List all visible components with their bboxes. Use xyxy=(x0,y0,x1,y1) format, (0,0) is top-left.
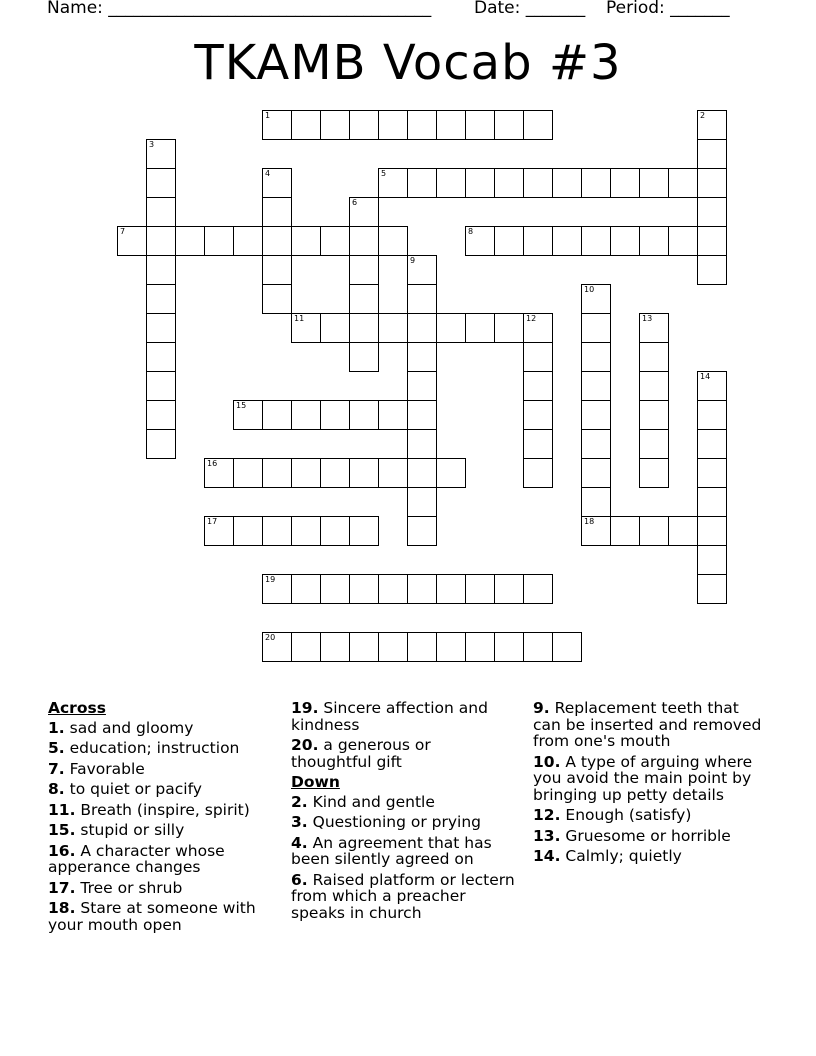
across-heading: Across xyxy=(48,699,106,717)
grid-cell[interactable] xyxy=(349,226,379,256)
grid-cell[interactable] xyxy=(378,313,408,343)
grid-cell[interactable] xyxy=(610,168,640,198)
grid-cell[interactable] xyxy=(523,313,553,343)
clue-across-8: 8. to quiet or pacify xyxy=(48,780,202,798)
clue-number: 17 xyxy=(207,517,218,526)
grid-cell[interactable] xyxy=(697,110,727,140)
grid-cell[interactable] xyxy=(407,371,437,401)
grid-cell[interactable] xyxy=(262,284,292,314)
grid-cell[interactable] xyxy=(349,284,379,314)
grid-cell[interactable] xyxy=(262,516,292,546)
grid-cell[interactable] xyxy=(436,110,466,140)
grid-cell[interactable] xyxy=(320,574,350,604)
grid-cell[interactable] xyxy=(204,226,234,256)
grid-cell[interactable] xyxy=(668,226,698,256)
grid-cell[interactable] xyxy=(262,255,292,285)
grid-cell[interactable] xyxy=(262,400,292,430)
grid-cell[interactable] xyxy=(697,197,727,227)
grid-cell[interactable] xyxy=(320,226,350,256)
grid-cell[interactable] xyxy=(407,110,437,140)
grid-cell[interactable] xyxy=(233,458,263,488)
grid-cell[interactable] xyxy=(523,371,553,401)
period-field[interactable]: Period: _______ xyxy=(606,0,730,18)
grid-cell[interactable] xyxy=(291,574,321,604)
clue-number: 15 xyxy=(236,401,247,410)
grid-cell[interactable] xyxy=(697,429,727,459)
clue-number: 2 xyxy=(700,111,706,120)
grid-cell[interactable] xyxy=(349,313,379,343)
clue-across-1: 1. sad and gloomy xyxy=(48,718,194,737)
grid-cell[interactable] xyxy=(146,139,176,169)
grid-cell[interactable] xyxy=(581,458,611,488)
grid-cell[interactable] xyxy=(320,313,350,343)
grid-cell[interactable] xyxy=(581,342,611,372)
grid-cell[interactable] xyxy=(117,226,147,256)
grid-cell[interactable] xyxy=(378,400,408,430)
page-title: TKAMB Vocab #3 xyxy=(194,35,622,91)
clue-across-20: 20. a generous or thoughtful gift xyxy=(291,736,431,771)
grid-cell[interactable] xyxy=(436,632,466,662)
grid-cell[interactable] xyxy=(552,226,582,256)
grid-cell[interactable] xyxy=(291,400,321,430)
grid-cell[interactable] xyxy=(610,516,640,546)
grid-cell[interactable] xyxy=(697,574,727,604)
grid-cell[interactable] xyxy=(494,168,524,198)
grid-cell[interactable] xyxy=(552,168,582,198)
grid-cell[interactable] xyxy=(349,110,379,140)
grid-cell[interactable] xyxy=(291,313,321,343)
clue-number: 4 xyxy=(265,169,271,178)
grid-cell[interactable] xyxy=(262,168,292,198)
grid-cell[interactable] xyxy=(378,168,408,198)
grid-cell[interactable] xyxy=(378,226,408,256)
grid-cell[interactable] xyxy=(436,574,466,604)
grid-cell[interactable] xyxy=(262,458,292,488)
clue-number: 5 xyxy=(381,169,387,178)
grid-cell[interactable] xyxy=(262,226,292,256)
grid-cell[interactable] xyxy=(146,197,176,227)
clue-across-19: 19. Sincere affection and kindness xyxy=(291,699,488,734)
grid-cell[interactable] xyxy=(436,458,466,488)
grid-cell[interactable] xyxy=(146,226,176,256)
grid-cell[interactable] xyxy=(349,342,379,372)
grid-cell[interactable] xyxy=(407,574,437,604)
clue-across-17: 17. Tree or shrub xyxy=(48,878,183,897)
grid-cell[interactable] xyxy=(523,429,553,459)
clue-column-3 xyxy=(533,700,763,869)
clue-down-13: 13. Gruesome or horrible xyxy=(533,826,731,845)
grid-cell[interactable] xyxy=(146,371,176,401)
grid-cell[interactable] xyxy=(146,400,176,430)
grid-cell[interactable] xyxy=(697,545,727,575)
grid-cell[interactable] xyxy=(291,516,321,546)
grid-cell[interactable] xyxy=(407,168,437,198)
down-heading: Down xyxy=(291,773,340,791)
grid-cell[interactable] xyxy=(349,632,379,662)
clue-number: 10 xyxy=(584,285,595,294)
grid-cell[interactable] xyxy=(378,574,408,604)
grid-cell[interactable] xyxy=(320,400,350,430)
grid-cell[interactable] xyxy=(407,313,437,343)
grid-cell[interactable] xyxy=(146,342,176,372)
grid-cell[interactable] xyxy=(639,168,669,198)
grid-cell[interactable] xyxy=(639,371,669,401)
grid-cell[interactable] xyxy=(494,110,524,140)
grid-cell[interactable] xyxy=(581,516,611,546)
grid-cell[interactable] xyxy=(581,284,611,314)
clue-across-5: 5. education; instruction xyxy=(48,739,240,757)
grid-cell[interactable] xyxy=(262,574,292,604)
clue-number: 3 xyxy=(149,140,155,149)
grid-cell[interactable] xyxy=(407,284,437,314)
clue-down-14: 14. Calmly; quietly xyxy=(533,847,682,865)
clue-across-11: 11. Breath (inspire, spirit) xyxy=(48,800,250,819)
grid-cell[interactable] xyxy=(436,313,466,343)
grid-cell[interactable] xyxy=(581,313,611,343)
grid-cell[interactable] xyxy=(697,400,727,430)
clue-number: 8 xyxy=(468,227,474,236)
grid-cell[interactable] xyxy=(349,400,379,430)
grid-cell[interactable] xyxy=(291,226,321,256)
grid-cell[interactable] xyxy=(552,632,582,662)
grid-cell[interactable] xyxy=(407,342,437,372)
grid-cell[interactable] xyxy=(378,110,408,140)
grid-cell[interactable] xyxy=(581,400,611,430)
grid-cell[interactable] xyxy=(291,458,321,488)
clue-across-7: 7. Favorable xyxy=(48,759,145,778)
grid-cell[interactable] xyxy=(668,516,698,546)
grid-cell[interactable] xyxy=(581,429,611,459)
grid-cell[interactable] xyxy=(320,110,350,140)
grid-cell[interactable] xyxy=(407,429,437,459)
grid-cell[interactable] xyxy=(523,400,553,430)
clue-down-2: 2. Kind and gentle xyxy=(291,792,435,811)
grid-cell[interactable] xyxy=(523,632,553,662)
grid-cell[interactable] xyxy=(233,516,263,546)
clue-number: 16 xyxy=(207,459,218,468)
grid-cell[interactable] xyxy=(233,400,263,430)
grid-cell[interactable] xyxy=(146,168,176,198)
clue-down-9: 9. Replacement teeth that can be inserted and removed from one's mouth xyxy=(533,699,762,750)
grid-cell[interactable] xyxy=(581,226,611,256)
grid-cell[interactable] xyxy=(349,574,379,604)
grid-cell[interactable] xyxy=(465,574,495,604)
grid-cell[interactable] xyxy=(465,632,495,662)
grid-cell[interactable] xyxy=(262,632,292,662)
grid-cell[interactable] xyxy=(291,632,321,662)
grid-cell[interactable] xyxy=(697,168,727,198)
grid-cell[interactable] xyxy=(204,458,234,488)
clue-across-18: 18. Stare at someone with your mouth open xyxy=(48,899,256,934)
grid-cell[interactable] xyxy=(697,371,727,401)
grid-cell[interactable] xyxy=(436,168,466,198)
clue-column-1 xyxy=(48,700,278,937)
grid-cell[interactable] xyxy=(407,632,437,662)
grid-cell[interactable] xyxy=(146,284,176,314)
grid-cell[interactable] xyxy=(146,429,176,459)
clue-down-6: 6. Raised platform or lectern from which a preacher speaks in church xyxy=(291,870,515,922)
grid-cell[interactable] xyxy=(262,110,292,140)
clue-down-4: 4. An agreement that has been silently agreed on xyxy=(291,833,492,868)
clue-number: 7 xyxy=(120,227,126,236)
grid-cell[interactable] xyxy=(465,110,495,140)
date-field[interactable]: Date: _______ xyxy=(474,0,586,18)
grid-cell[interactable] xyxy=(407,458,437,488)
grid-cell[interactable] xyxy=(581,371,611,401)
grid-cell[interactable] xyxy=(610,226,640,256)
grid-cell[interactable] xyxy=(494,632,524,662)
grid-cell[interactable] xyxy=(465,168,495,198)
grid-cell[interactable] xyxy=(465,313,495,343)
clue-across-15: 15. stupid or silly xyxy=(48,821,185,839)
clue-column-2 xyxy=(291,700,516,925)
grid-cell[interactable] xyxy=(233,226,263,256)
grid-cell[interactable] xyxy=(320,458,350,488)
grid-cell[interactable] xyxy=(581,168,611,198)
clue-number: 18 xyxy=(584,517,595,526)
grid-cell[interactable] xyxy=(697,458,727,488)
grid-cell[interactable] xyxy=(581,487,611,517)
grid-cell[interactable] xyxy=(407,255,437,285)
clue-across-16: 16. A character whose apperance changes xyxy=(48,841,225,876)
grid-cell[interactable] xyxy=(697,516,727,546)
clue-number: 9 xyxy=(410,256,416,265)
clue-number: 11 xyxy=(294,314,305,323)
grid-cell[interactable] xyxy=(262,197,292,227)
grid-cell[interactable] xyxy=(639,313,669,343)
grid-cell[interactable] xyxy=(697,255,727,285)
grid-cell[interactable] xyxy=(494,574,524,604)
clue-down-10: 10. A type of arguing where you avoid the main point by bringing up petty details xyxy=(533,752,753,804)
grid-cell[interactable] xyxy=(697,487,727,517)
grid-cell[interactable] xyxy=(407,400,437,430)
clue-down-3: 3. Questioning or prying xyxy=(291,813,481,831)
grid-cell[interactable] xyxy=(523,168,553,198)
grid-cell[interactable] xyxy=(291,110,321,140)
grid-cell[interactable] xyxy=(494,313,524,343)
grid-cell[interactable] xyxy=(639,429,669,459)
grid-cell[interactable] xyxy=(175,226,205,256)
grid-cell[interactable] xyxy=(407,516,437,546)
grid-cell[interactable] xyxy=(697,139,727,169)
grid-cell[interactable] xyxy=(378,458,408,488)
grid-cell[interactable] xyxy=(639,226,669,256)
grid-cell[interactable] xyxy=(465,226,495,256)
grid-cell[interactable] xyxy=(320,516,350,546)
grid-cell[interactable] xyxy=(523,574,553,604)
clue-number: 1 xyxy=(265,111,271,120)
grid-cell[interactable] xyxy=(146,313,176,343)
grid-cell[interactable] xyxy=(639,400,669,430)
clue-number: 6 xyxy=(352,198,358,207)
grid-cell[interactable] xyxy=(349,458,379,488)
grid-cell[interactable] xyxy=(146,255,176,285)
grid-cell[interactable] xyxy=(494,226,524,256)
grid-cell[interactable] xyxy=(639,458,669,488)
clue-number: 20 xyxy=(265,633,276,642)
grid-cell[interactable] xyxy=(320,632,350,662)
grid-cell[interactable] xyxy=(523,342,553,372)
grid-cell[interactable] xyxy=(523,110,553,140)
grid-cell[interactable] xyxy=(204,516,234,546)
grid-cell[interactable] xyxy=(407,487,437,517)
grid-cell[interactable] xyxy=(378,632,408,662)
name-field[interactable]: Name: ______________________________________ xyxy=(47,0,432,18)
grid-cell[interactable] xyxy=(349,255,379,285)
grid-cell[interactable] xyxy=(668,168,698,198)
grid-cell[interactable] xyxy=(523,226,553,256)
grid-cell[interactable] xyxy=(639,516,669,546)
clue-number: 13 xyxy=(642,314,653,323)
grid-cell[interactable] xyxy=(349,516,379,546)
grid-cell[interactable] xyxy=(639,342,669,372)
clue-number: 19 xyxy=(265,575,276,584)
clue-number: 14 xyxy=(700,372,711,381)
grid-cell[interactable] xyxy=(349,197,379,227)
grid-cell[interactable] xyxy=(697,226,727,256)
grid-cell[interactable] xyxy=(523,458,553,488)
clue-number: 12 xyxy=(526,314,537,323)
clue-down-12: 12. Enough (satisfy) xyxy=(533,806,692,824)
